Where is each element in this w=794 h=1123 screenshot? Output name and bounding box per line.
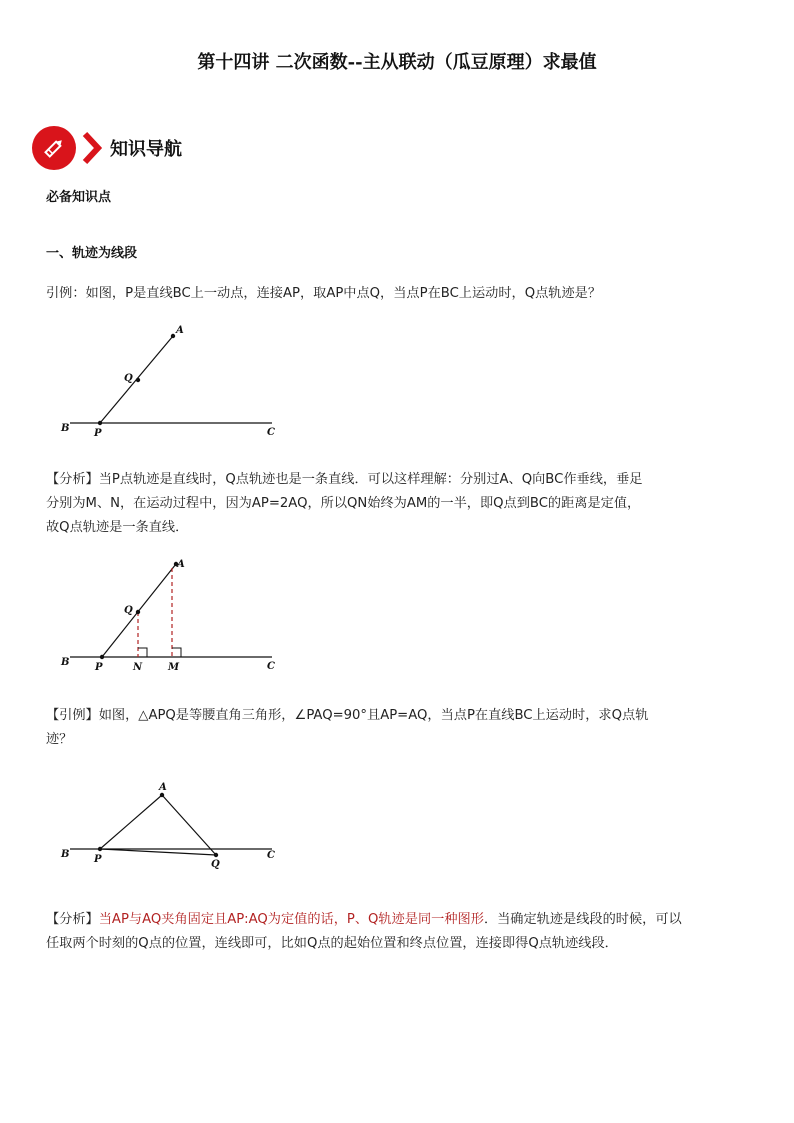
right-angle-m	[172, 648, 181, 657]
analysis2-line1	[46, 908, 751, 932]
label-b: B	[61, 657, 70, 668]
point-p	[100, 655, 104, 659]
example2-line2: 迹？	[46, 732, 73, 747]
point-q	[214, 853, 218, 857]
label-q: Q	[124, 605, 133, 616]
label-a: A	[176, 325, 184, 336]
analysis1-line3: 故Q点轨迹是一条直线．	[46, 520, 189, 535]
example1-text: 引例：如图，P是直线BC上一动点，连接AP，取AP中点Q，当点P在BC上运动时，Q点轨迹是？	[46, 286, 602, 301]
label-p: P	[94, 428, 102, 439]
page-title: 第十四讲 二次函数--主从联动（瓜豆原理）求最值	[197, 52, 597, 73]
label-q: Q	[124, 373, 133, 384]
segment-ap	[100, 795, 162, 849]
label-q: Q	[211, 859, 220, 870]
point-p	[98, 421, 102, 425]
analysis2-highlight: 当AP与AQ夹角固定且AP:AQ为定值的话，P、Q轨迹是同一种图形	[98, 912, 484, 927]
label-b: B	[61, 849, 70, 860]
pencil-icon	[32, 126, 76, 170]
section-title: 知识导航	[110, 139, 182, 160]
point-p	[98, 847, 102, 851]
label-p: P	[95, 662, 103, 673]
subheading-trajectory-segment: 一、轨迹为线段	[46, 246, 138, 261]
label-a: A	[177, 559, 185, 570]
analysis1-line1: 【分析】当P点轨迹是直线时，Q点轨迹也是一条直线．可以这样理解：分别过A、Q向BC作垂线，垂足	[46, 472, 643, 487]
figure-2	[50, 552, 290, 677]
point-q	[136, 378, 140, 382]
example2-line1: 【引例】如图，△APQ是等腰直角三角形，∠PAQ=90°且AP=AQ，当点P在直线BC上运动时，求Q点轨	[46, 708, 649, 723]
label-c: C	[267, 850, 275, 861]
analysis1-line2: 分别为M、N，在运动过程中，因为AP=2AQ，所以QN始终为AM的一半，即Q点到BC的距离是定值，	[46, 496, 641, 511]
subheading-knowledge-points: 必备知识点	[46, 190, 112, 205]
analysis2-line2: 任取两个时刻的Q点的位置，连线即可，比如Q点的起始位置和终点位置，连接即得Q点轨迹线段．	[46, 936, 618, 951]
analysis2-prefix: 【分析】	[46, 912, 99, 927]
point-a	[160, 793, 164, 797]
analysis2-line1-rest: ．当确定轨迹是线段的时候，可以	[483, 912, 682, 927]
chevron-right-icon	[82, 131, 102, 165]
label-p: P	[94, 854, 102, 865]
label-c: C	[267, 427, 275, 438]
segment-aq	[162, 795, 216, 855]
label-c: C	[267, 661, 275, 672]
figure-1	[50, 318, 290, 443]
label-b: B	[61, 423, 70, 434]
right-angle-n	[138, 648, 147, 657]
label-a: A	[159, 782, 167, 793]
point-a	[171, 334, 175, 338]
segment-pq	[100, 849, 216, 855]
label-m: M	[168, 662, 180, 673]
point-q	[136, 610, 140, 614]
figure-3	[50, 774, 290, 874]
section-header	[32, 126, 182, 170]
label-n: N	[133, 662, 143, 673]
